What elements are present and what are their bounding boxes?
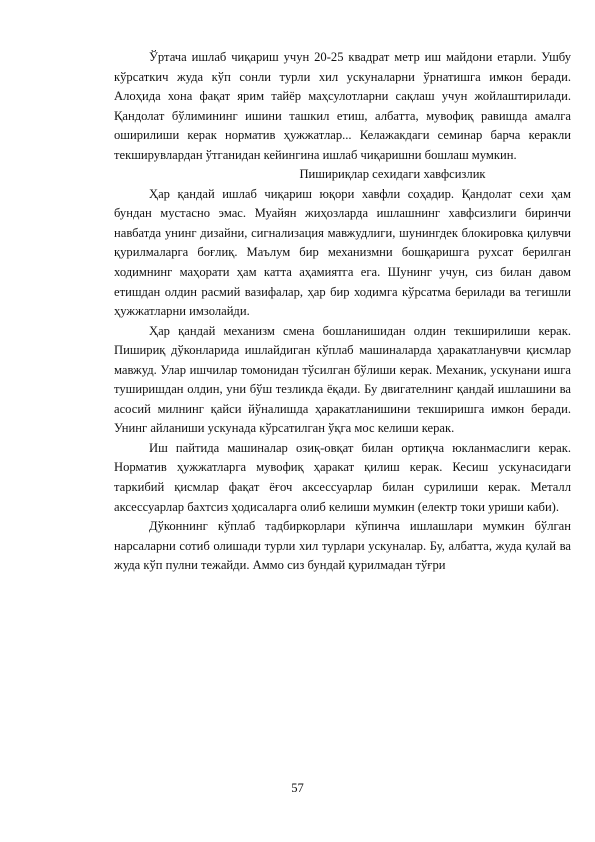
paragraph-mechanism-check: Ҳар қандай механизм смена бошланишидан олдин текширилиши керак. Пишириқ дўконларида ишлайдиган кўплаб машиналарда ҳаракатланувчи қисмлар мавжуд. Улар ишчилар томонидан тўсилган бўлиши керак. Механик, ускунани ишга туширишдан олдин, уни бўш тезликда ёқади. Бу двигателнинг қандай ишлашини ва асосий милнинг қайси йўналишда ҳаракатланишини текширишга имкон беради. Унинг айланиши ускунада кўрсатилган ўқга мос келиши керак. (114, 323, 571, 436)
document-page (114, 48, 571, 576)
page-number: 57 (291, 781, 304, 795)
paragraph-overload: Иш пайтида машиналар озиқ-овқат билан ортиқча юкланмаслиги керак. Норматив ҳужжатларга мувофиқ ҳаракат қилиш керак. Кесиш ускунасидаги таркибий қисмлар фақат ёғоч аксессуарлар билан сурилиши керак. Металл аксессуарлар бахтсиз ҳодисаларга олиб келиши мумкин (електр токи уриши каби). (114, 440, 571, 514)
section-heading: Пишириқлар сехидаги хавфсизлик (299, 167, 486, 182)
paragraph-safety: Ҳар қандай ишлаб чиқариш юқори хавфли соҳадир. Қандолат сехи ҳам бундан мустасно эмас. Муайян жиҳозларда ишлашнинг хавфсизлиги биринчи навбатда унинг дизайни, сигнализация мавжудлиги, шунингдек блокировка қилувчи қурилмаларга боғлиқ. Маълум бир механизмни бошқаришга рухсат берилган ходимнинг маҳорати ҳам катта аҳамиятга ега. Шунинг учун, сиз билан давом етишдан олдин расмий вазифалар, ҳар бир ходимга кўрсатма берилади ва тегишли ҳужжатларни имзолайди. (114, 186, 571, 319)
paragraph-workspace: Ўртача ишлаб чиқариш учун 20-25 квадрат метр иш майдони етарли. Ушбу кўрсаткич жуда кўп сонли турли хил ускуналарни ўрнатишга имкон беради. Алоҳида хона фақат ярим тайёр маҳсулотларни сақлаш учун жойлаштирилади. Қандолат бўлимининг ишини ташкил етиш, албатта, мувофиқ равишда амалга оширилиши керак норматив ҳужжатлар... Келажакдаги семинар барча керакли текширувлардан ўтганидан кейингина ишлаб чиқаришни бошлаш мумкин. (114, 50, 571, 162)
paragraph-equipment: Дўконнинг кўплаб тадбиркорлари кўпинча ишлашлари мумкин бўлган нарсаларни сотиб олишади турли хил турлари ускуналар. Бу, албатта, жуда қулай ва жуда кўп пулни тежайди. Аммо сиз бундай қурилмадан тўғри (114, 519, 571, 573)
